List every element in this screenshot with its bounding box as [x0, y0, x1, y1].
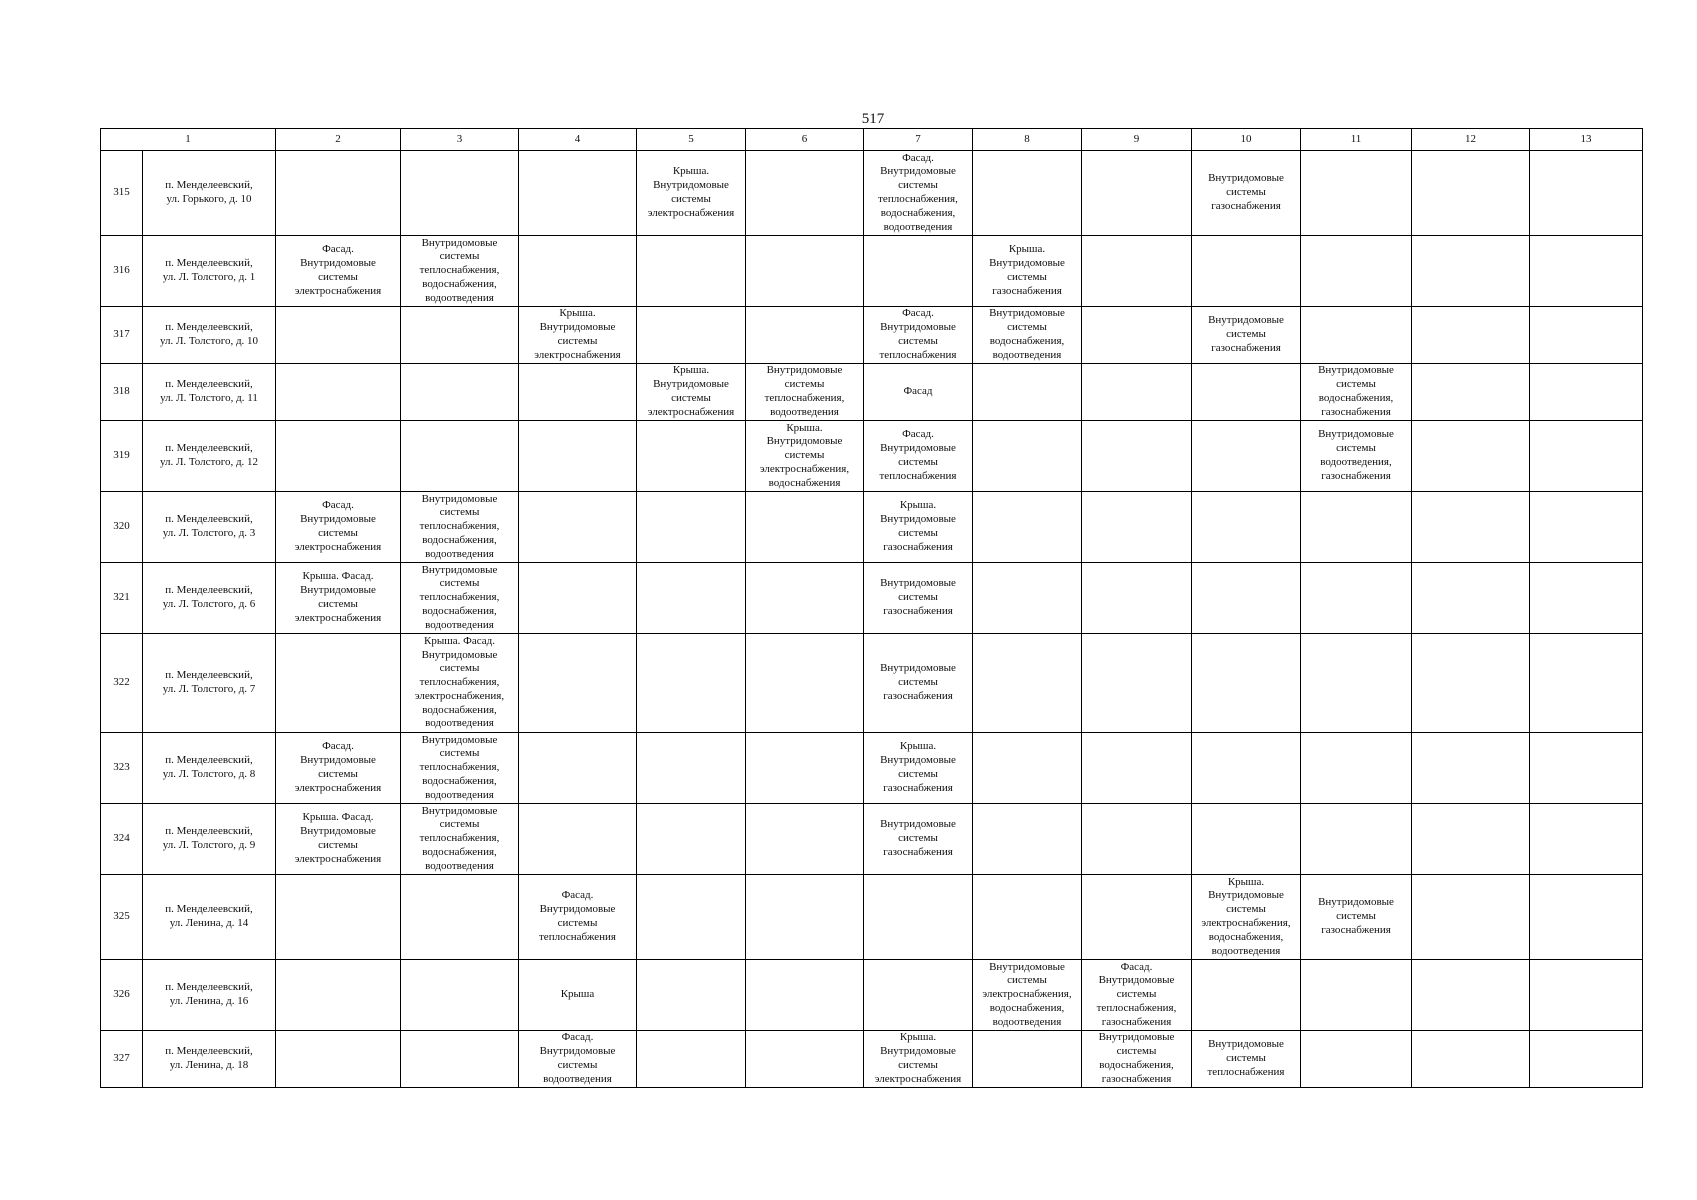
work-cell-col-11 [1301, 563, 1412, 634]
work-cell-col-3: Внутридомовые системы теплоснабжения, водоснабжения, водоотведения [401, 804, 519, 875]
work-cell-col-2: Крыша. Фасад. Внутридомовые системы электроснабжения [276, 804, 401, 875]
work-cell-col-4: Крыша [519, 960, 637, 1031]
work-cell-col-11 [1301, 634, 1412, 733]
work-cell-col-2: Крыша. Фасад. Внутридомовые системы электроснабжения [276, 563, 401, 634]
work-cell-col-9 [1082, 634, 1192, 733]
work-cell-col-10: Внутридомовые системы газоснабжения [1192, 307, 1301, 364]
work-cell-col-10 [1192, 563, 1301, 634]
work-cell-col-5 [637, 307, 746, 364]
work-cell-col-4: Крыша. Внутридомовые системы электроснабжения [519, 307, 637, 364]
work-cell-col-5 [637, 421, 746, 492]
work-cell-col-7: Внутридомовые системы газоснабжения [864, 563, 973, 634]
address-cell: п. Менделеевский, ул. Л. Толстого, д. 9 [143, 804, 276, 875]
work-cell-col-13 [1530, 804, 1643, 875]
work-cell-col-3 [401, 151, 519, 236]
work-cell-col-11 [1301, 307, 1412, 364]
table-row [101, 634, 1643, 733]
work-cell-col-11 [1301, 492, 1412, 563]
work-cell-col-3 [401, 307, 519, 364]
work-cell-col-8 [973, 421, 1082, 492]
work-cell-col-2 [276, 634, 401, 733]
work-cell-col-10: Внутридомовые системы теплоснабжения [1192, 1031, 1301, 1088]
work-cell-col-8 [973, 875, 1082, 960]
address-cell: п. Менделеевский, ул. Л. Толстого, д. 7 [143, 634, 276, 733]
work-cell-col-7 [864, 960, 973, 1031]
work-cell-col-10 [1192, 364, 1301, 421]
work-cell-col-12 [1412, 634, 1530, 733]
work-cell-col-11: Внутридомовые системы газоснабжения [1301, 875, 1412, 960]
row-number: 317 [101, 307, 143, 364]
work-cell-col-6 [746, 804, 864, 875]
work-cell-col-7 [864, 236, 973, 307]
table-row [101, 804, 1643, 875]
work-cell-col-3: Внутридомовые системы теплоснабжения, водоснабжения, водоотведения [401, 236, 519, 307]
work-cell-col-7: Внутридомовые системы газоснабжения [864, 804, 973, 875]
work-cell-col-8: Крыша. Внутридомовые системы газоснабжения [973, 236, 1082, 307]
column-header: 11 [1301, 129, 1412, 151]
work-cell-col-8 [973, 151, 1082, 236]
work-cell-col-10 [1192, 804, 1301, 875]
work-cell-col-5 [637, 1031, 746, 1088]
row-number: 327 [101, 1031, 143, 1088]
work-cell-col-13 [1530, 421, 1643, 492]
work-cell-col-4: Фасад. Внутридомовые системы теплоснабжения [519, 875, 637, 960]
row-number: 323 [101, 733, 143, 804]
address-cell: п. Менделеевский, ул. Л. Толстого, д. 11 [143, 364, 276, 421]
work-cell-col-7: Крыша. Внутридомовые системы газоснабжения [864, 733, 973, 804]
work-cell-col-13 [1530, 960, 1643, 1031]
work-cell-col-11 [1301, 236, 1412, 307]
work-cell-col-11 [1301, 1031, 1412, 1088]
work-cell-col-6: Крыша. Внутридомовые системы электроснабжения, водоснабжения [746, 421, 864, 492]
work-cell-col-9 [1082, 364, 1192, 421]
work-cell-col-12 [1412, 236, 1530, 307]
work-cell-col-13 [1530, 151, 1643, 236]
column-header: 8 [973, 129, 1082, 151]
column-header: 3 [401, 129, 519, 151]
work-cell-col-6 [746, 151, 864, 236]
work-cell-col-7: Крыша. Внутридомовые системы электроснабжения [864, 1031, 973, 1088]
work-cell-col-7: Фасад. Внутридомовые системы теплоснабжения [864, 307, 973, 364]
work-cell-col-9 [1082, 421, 1192, 492]
row-number: 316 [101, 236, 143, 307]
work-cell-col-5 [637, 875, 746, 960]
work-cell-col-4 [519, 151, 637, 236]
column-header: 12 [1412, 129, 1530, 151]
row-number: 318 [101, 364, 143, 421]
register-sheet [100, 128, 1643, 1088]
column-header: 9 [1082, 129, 1192, 151]
work-cell-col-2 [276, 307, 401, 364]
work-cell-col-5 [637, 804, 746, 875]
work-cell-col-10: Внутридомовые системы газоснабжения [1192, 151, 1301, 236]
work-cell-col-6 [746, 563, 864, 634]
work-cell-col-9: Фасад. Внутридомовые системы теплоснабжения, газоснабжения [1082, 960, 1192, 1031]
work-cell-col-7: Крыша. Внутридомовые системы газоснабжения [864, 492, 973, 563]
table-row [101, 492, 1643, 563]
work-cell-col-9 [1082, 733, 1192, 804]
column-header: 2 [276, 129, 401, 151]
work-cell-col-8: Внутридомовые системы электроснабжения, водоснабжения, водоотведения [973, 960, 1082, 1031]
row-number: 325 [101, 875, 143, 960]
work-cell-col-11 [1301, 733, 1412, 804]
column-header: 6 [746, 129, 864, 151]
work-cell-col-11: Внутридомовые системы водоснабжения, газоснабжения [1301, 364, 1412, 421]
address-cell: п. Менделеевский, ул. Л. Толстого, д. 3 [143, 492, 276, 563]
work-cell-col-4 [519, 804, 637, 875]
work-cell-col-12 [1412, 307, 1530, 364]
work-cell-col-8 [973, 804, 1082, 875]
work-cell-col-3 [401, 960, 519, 1031]
work-cell-col-13 [1530, 875, 1643, 960]
address-cell: п. Менделеевский, ул. Ленина, д. 14 [143, 875, 276, 960]
work-cell-col-5 [637, 960, 746, 1031]
work-cell-col-12 [1412, 960, 1530, 1031]
work-cell-col-2 [276, 364, 401, 421]
work-cell-col-11 [1301, 960, 1412, 1031]
work-cell-col-12 [1412, 733, 1530, 804]
address-cell: п. Менделеевский, ул. Л. Толстого, д. 10 [143, 307, 276, 364]
table-row [101, 307, 1643, 364]
work-cell-col-4 [519, 733, 637, 804]
table-row [101, 875, 1643, 960]
table-row [101, 151, 1643, 236]
address-cell: п. Менделеевский, ул. Л. Толстого, д. 8 [143, 733, 276, 804]
work-cell-col-4 [519, 236, 637, 307]
column-number-header-row [101, 129, 1643, 151]
work-cell-col-6 [746, 492, 864, 563]
address-cell: п. Менделеевский, ул. Горького, д. 10 [143, 151, 276, 236]
work-cell-col-13 [1530, 492, 1643, 563]
table-body [101, 151, 1643, 1088]
work-cell-col-12 [1412, 151, 1530, 236]
work-cell-col-4 [519, 634, 637, 733]
column-header: 10 [1192, 129, 1301, 151]
work-cell-col-2 [276, 1031, 401, 1088]
work-cell-col-9 [1082, 151, 1192, 236]
work-cell-col-5 [637, 733, 746, 804]
work-cell-col-4 [519, 364, 637, 421]
address-cell: п. Менделеевский, ул. Л. Толстого, д. 12 [143, 421, 276, 492]
row-number: 320 [101, 492, 143, 563]
column-header: 5 [637, 129, 746, 151]
work-cell-col-6 [746, 960, 864, 1031]
table-row [101, 960, 1643, 1031]
work-cell-col-13 [1530, 1031, 1643, 1088]
address-cell: п. Менделеевский, ул. Л. Толстого, д. 6 [143, 563, 276, 634]
column-header: 4 [519, 129, 637, 151]
work-cell-col-12 [1412, 875, 1530, 960]
work-cell-col-12 [1412, 804, 1530, 875]
work-cell-col-13 [1530, 563, 1643, 634]
row-number: 322 [101, 634, 143, 733]
work-cell-col-3 [401, 1031, 519, 1088]
work-cell-col-2: Фасад. Внутридомовые системы электроснабжения [276, 733, 401, 804]
row-number: 326 [101, 960, 143, 1031]
work-cell-col-10 [1192, 236, 1301, 307]
row-number: 319 [101, 421, 143, 492]
work-cell-col-11 [1301, 151, 1412, 236]
work-cell-col-12 [1412, 1031, 1530, 1088]
work-cell-col-5 [637, 634, 746, 733]
work-cell-col-7 [864, 875, 973, 960]
work-cell-col-6 [746, 307, 864, 364]
work-cell-col-3: Внутридомовые системы теплоснабжения, водоснабжения, водоотведения [401, 492, 519, 563]
work-cell-col-12 [1412, 563, 1530, 634]
work-cell-col-5 [637, 236, 746, 307]
row-number: 321 [101, 563, 143, 634]
work-cell-col-8 [973, 492, 1082, 563]
work-cell-col-7: Внутридомовые системы газоснабжения [864, 634, 973, 733]
work-cell-col-5 [637, 563, 746, 634]
work-cell-col-3: Внутридомовые системы теплоснабжения, водоснабжения, водоотведения [401, 563, 519, 634]
address-cell: п. Менделеевский, ул. Л. Толстого, д. 1 [143, 236, 276, 307]
work-cell-col-12 [1412, 421, 1530, 492]
work-cell-col-3: Внутридомовые системы теплоснабжения, водоснабжения, водоотведения [401, 733, 519, 804]
work-cell-col-8 [973, 634, 1082, 733]
work-cell-col-4 [519, 492, 637, 563]
work-cell-col-6 [746, 733, 864, 804]
table-row [101, 563, 1643, 634]
work-cell-col-2 [276, 151, 401, 236]
work-cell-col-8 [973, 733, 1082, 804]
work-cell-col-10 [1192, 960, 1301, 1031]
work-cell-col-9 [1082, 307, 1192, 364]
work-cell-col-8 [973, 563, 1082, 634]
work-cell-col-4 [519, 563, 637, 634]
work-cell-col-3 [401, 364, 519, 421]
work-cell-col-3 [401, 875, 519, 960]
work-cell-col-4: Фасад. Внутридомовые системы водоотведения [519, 1031, 637, 1088]
table-row [101, 236, 1643, 307]
work-cell-col-6 [746, 236, 864, 307]
work-cell-col-7: Фасад. Внутридомовые системы теплоснабжения [864, 421, 973, 492]
work-cell-col-12 [1412, 492, 1530, 563]
work-cell-col-5 [637, 492, 746, 563]
work-cell-col-9 [1082, 804, 1192, 875]
table-row [101, 364, 1643, 421]
table-row [101, 421, 1643, 492]
work-cell-col-6: Внутридомовые системы теплоснабжения, водоотведения [746, 364, 864, 421]
work-cell-col-10 [1192, 421, 1301, 492]
row-number: 315 [101, 151, 143, 236]
table-row [101, 1031, 1643, 1088]
work-cell-col-10 [1192, 634, 1301, 733]
work-cell-col-11 [1301, 804, 1412, 875]
work-cell-col-11: Внутридомовые системы водоотведения, газоснабжения [1301, 421, 1412, 492]
work-cell-col-7: Фасад [864, 364, 973, 421]
work-cell-col-6 [746, 1031, 864, 1088]
work-cell-col-13 [1530, 307, 1643, 364]
work-cell-col-9: Внутридомовые системы водоснабжения, газоснабжения [1082, 1031, 1192, 1088]
work-cell-col-13 [1530, 634, 1643, 733]
work-cell-col-3: Крыша. Фасад. Внутридомовые системы теплоснабжения, электроснабжения, водоснабжения, водоотведения [401, 634, 519, 733]
work-cell-col-9 [1082, 236, 1192, 307]
column-header: 13 [1530, 129, 1643, 151]
work-cell-col-8: Внутридомовые системы водоснабжения, водоотведения [973, 307, 1082, 364]
work-cell-col-10 [1192, 733, 1301, 804]
work-cell-col-2 [276, 875, 401, 960]
column-header: 7 [864, 129, 973, 151]
work-cell-col-13 [1530, 733, 1643, 804]
address-cell: п. Менделеевский, ул. Ленина, д. 16 [143, 960, 276, 1031]
work-cell-col-5: Крыша. Внутридомовые системы электроснабжения [637, 151, 746, 236]
table-row [101, 733, 1643, 804]
work-cell-col-9 [1082, 563, 1192, 634]
work-cell-col-8 [973, 364, 1082, 421]
work-cell-col-8 [973, 1031, 1082, 1088]
work-cell-col-6 [746, 634, 864, 733]
work-cell-col-6 [746, 875, 864, 960]
work-cell-col-7: Фасад. Внутридомовые системы теплоснабжения, водоснабжения, водоотведения [864, 151, 973, 236]
work-cell-col-5: Крыша. Внутридомовые системы электроснабжения [637, 364, 746, 421]
work-cell-col-3 [401, 421, 519, 492]
work-cell-col-13 [1530, 364, 1643, 421]
work-cell-col-10: Крыша. Внутридомовые системы электроснабжения, водоснабжения, водоотведения [1192, 875, 1301, 960]
column-header: 1 [101, 129, 276, 151]
work-cell-col-2: Фасад. Внутридомовые системы электроснабжения [276, 236, 401, 307]
work-cell-col-9 [1082, 875, 1192, 960]
work-cell-col-13 [1530, 236, 1643, 307]
page-number: 517 [861, 111, 885, 127]
address-cell: п. Менделеевский, ул. Ленина, д. 18 [143, 1031, 276, 1088]
work-cell-col-2 [276, 421, 401, 492]
work-cell-col-12 [1412, 364, 1530, 421]
work-cell-col-4 [519, 421, 637, 492]
work-cell-col-2: Фасад. Внутридомовые системы электроснабжения [276, 492, 401, 563]
work-cell-col-9 [1082, 492, 1192, 563]
work-cell-col-2 [276, 960, 401, 1031]
repair-schedule-table [100, 128, 1643, 1088]
row-number: 324 [101, 804, 143, 875]
work-cell-col-10 [1192, 492, 1301, 563]
